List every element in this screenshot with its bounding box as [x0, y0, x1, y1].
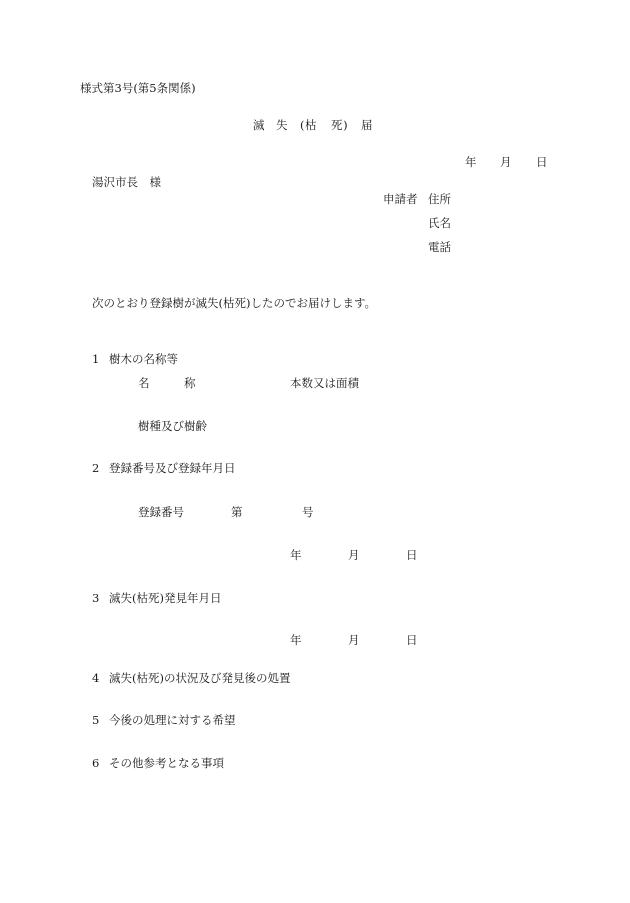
registration-dai-label: 第	[231, 505, 243, 519]
section-6-number: 6	[92, 756, 100, 770]
intro-text: 次のとおり登録樹が滅失(枯死)したのでお届けします。	[92, 296, 377, 310]
registration-go-label: 号	[302, 505, 314, 519]
section-2-number: 2	[92, 461, 100, 475]
title-char-3: (枯	[300, 118, 318, 132]
date-year-label: 年	[465, 155, 477, 169]
title-char-1: 滅	[253, 118, 266, 132]
applicant-label: 申請者	[383, 192, 418, 206]
discovery-day-label: 日	[406, 633, 418, 647]
title-char-4: 死)	[331, 118, 349, 132]
tree-species-label: 樹種及び樹齢	[138, 419, 207, 433]
title-char-2: 失	[276, 118, 289, 132]
section-1-title: 樹木の名称等	[109, 352, 178, 366]
title-char-5: 届	[361, 118, 374, 132]
form-number: 様式第3号(第5条関係)	[80, 81, 196, 95]
applicant-address-label: 住所	[428, 192, 451, 206]
section-5-number: 5	[92, 713, 100, 727]
date-day-label: 日	[536, 155, 548, 169]
registration-day-label: 日	[406, 548, 418, 562]
registration-month-label: 月	[348, 548, 360, 562]
section-2-title: 登録番号及び登録年月日	[109, 461, 236, 475]
tree-name-label-2: 称	[184, 376, 196, 390]
discovery-month-label: 月	[348, 633, 360, 647]
section-6-title: その他参考となる事項	[109, 756, 224, 770]
section-3-number: 3	[92, 591, 100, 605]
registration-year-label: 年	[290, 548, 302, 562]
discovery-year-label: 年	[290, 633, 302, 647]
date-month-label: 月	[500, 155, 512, 169]
applicant-phone-label: 電話	[428, 240, 451, 254]
addressee: 湯沢市長 様	[92, 175, 161, 189]
registration-number-label: 登録番号	[138, 505, 184, 519]
section-5-title: 今後の処理に対する希望	[109, 713, 236, 727]
tree-count-label: 本数又は面積	[290, 376, 359, 390]
section-4-title: 滅失(枯死)の状況及び発見後の処置	[109, 671, 291, 685]
tree-name-label-1: 名	[138, 376, 150, 390]
section-1-number: 1	[92, 352, 100, 366]
applicant-name-label: 氏名	[428, 216, 451, 230]
section-3-title: 滅失(枯死)発見年月日	[109, 591, 222, 605]
section-4-number: 4	[92, 671, 100, 685]
